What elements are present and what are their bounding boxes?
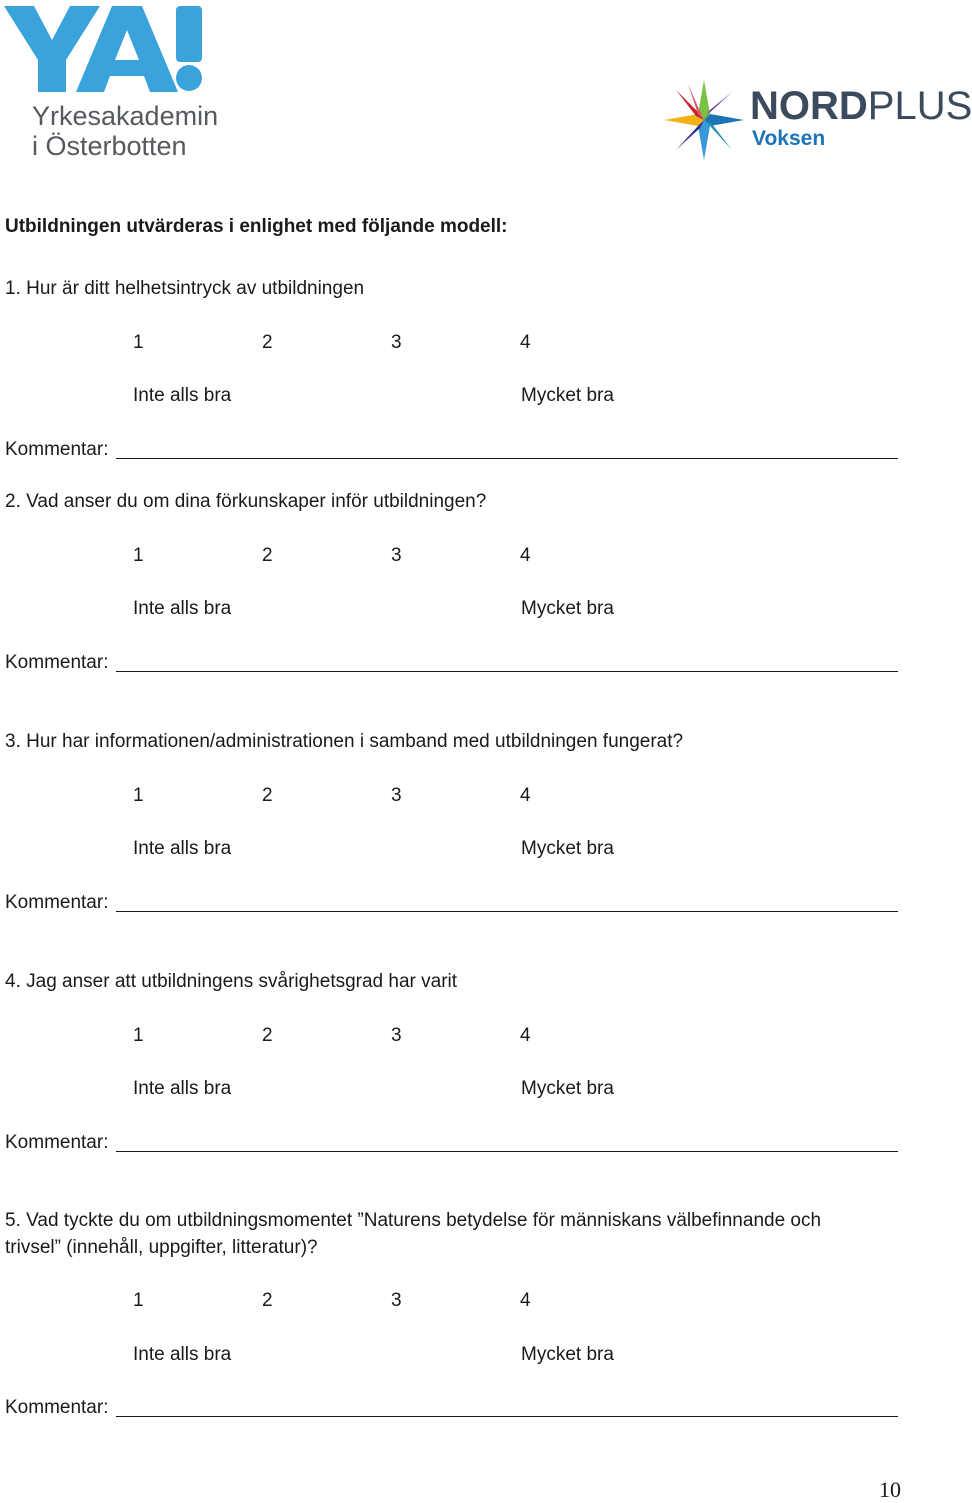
comment-label-1: Kommentar: (5, 439, 109, 460)
nordplus-star-icon (664, 80, 744, 160)
scale-5-option-2[interactable]: 2 (262, 1290, 273, 1311)
scale-4-low-label: Inte alls bra (133, 1078, 232, 1099)
scale-2-option-1[interactable]: 1 (133, 545, 144, 566)
comment-field-3[interactable] (116, 911, 898, 912)
ya-logo-line1: Yrkesakademin (32, 101, 219, 131)
page-heading: Utbildningen utvärderas i enlighet med följande modell: (5, 216, 508, 237)
scale-4-option-1[interactable]: 1 (133, 1025, 144, 1046)
scale-1-option-1[interactable]: 1 (133, 332, 144, 353)
comment-label-4: Kommentar: (5, 1132, 109, 1153)
scale-4-high-label: Mycket bra (521, 1078, 614, 1099)
question-4 (0, 971, 960, 1161)
scale-2-option-3[interactable]: 3 (391, 545, 402, 566)
scale-5-low-label: Inte alls bra (133, 1344, 232, 1365)
comment-field-4[interactable] (116, 1151, 898, 1152)
scale-4-option-3[interactable]: 3 (391, 1025, 402, 1046)
page-number: 10 (879, 1477, 901, 1502)
ya-logo-mark (0, 0, 210, 100)
question-2 (0, 491, 960, 681)
nordplus-wordmark (750, 86, 972, 126)
question-1 (0, 278, 960, 468)
scale-3-option-4[interactable]: 4 (520, 785, 531, 806)
scale-1-low-label: Inte alls bra (133, 385, 232, 406)
nordplus-sub: Voksen (752, 127, 826, 150)
scale-1-high-label: Mycket bra (521, 385, 614, 406)
comment-label-3: Kommentar: (5, 892, 109, 913)
question-5 (0, 1210, 960, 1430)
ya-logo (0, 0, 219, 165)
question-4-text: 4. Jag anser att utbildningens svårighetsgrad har varit (5, 971, 458, 992)
scale-3-high-label: Mycket bra (521, 838, 614, 859)
question-1-text: 1. Hur är ditt helhetsintryck av utbildningen (5, 278, 365, 299)
scale-1-option-4[interactable]: 4 (520, 332, 531, 353)
question-5-text-line1: 5. Vad tyckte du om utbildningsmomentet ”Naturens betydelse för människans välbefinnande och (5, 1210, 822, 1231)
scale-3-low-label: Inte alls bra (133, 838, 232, 859)
comment-field-5[interactable] (116, 1416, 898, 1417)
nordplus-logo (664, 80, 972, 160)
scale-3-option-3[interactable]: 3 (391, 785, 402, 806)
question-3 (0, 731, 960, 921)
scale-2-high-label: Mycket bra (521, 598, 614, 619)
scale-3-option-1[interactable]: 1 (133, 785, 144, 806)
scale-2-option-4[interactable]: 4 (520, 545, 531, 566)
scale-4-option-4[interactable]: 4 (520, 1025, 531, 1046)
scale-1-option-2[interactable]: 2 (262, 332, 273, 353)
ya-logo-line2: i Österbotten (32, 131, 187, 161)
scale-2-low-label: Inte alls bra (133, 598, 232, 619)
scale-5-high-label: Mycket bra (521, 1344, 614, 1365)
scale-2-option-2[interactable]: 2 (262, 545, 273, 566)
comment-field-2[interactable] (116, 671, 898, 672)
scale-1-option-3[interactable]: 3 (391, 332, 402, 353)
scale-4-option-2[interactable]: 2 (262, 1025, 273, 1046)
scale-5-option-4[interactable]: 4 (520, 1290, 531, 1311)
comment-label-2: Kommentar: (5, 652, 109, 673)
question-5-text-line2: trivsel” (innehåll, uppgifter, litteratur)? (5, 1237, 318, 1258)
scale-5-option-3[interactable]: 3 (391, 1290, 402, 1311)
question-2-text: 2. Vad anser du om dina förkunskaper inför utbildningen? (5, 491, 487, 512)
comment-label-5: Kommentar: (5, 1397, 109, 1418)
question-3-text: 3. Hur har informationen/administrationen i samband med utbildningen fungerat? (5, 731, 684, 752)
nordplus-name-bold: NORD (750, 84, 868, 128)
scale-3-option-2[interactable]: 2 (262, 785, 273, 806)
scale-5-option-1[interactable]: 1 (133, 1290, 144, 1311)
nordplus-name-light: PLUS (867, 84, 972, 128)
comment-field-1[interactable] (116, 458, 898, 459)
